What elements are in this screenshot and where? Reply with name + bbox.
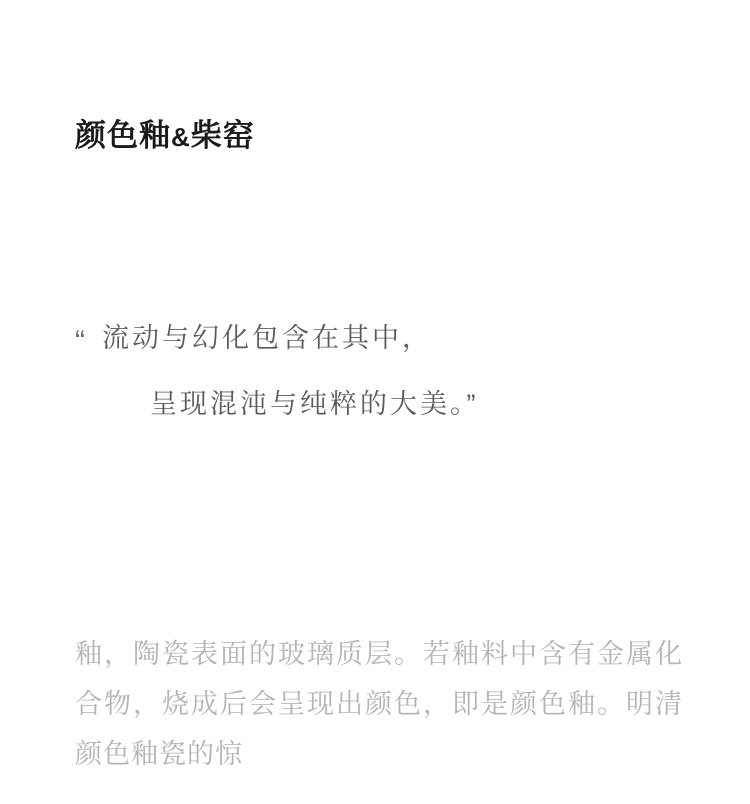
body-paragraph: 釉，陶瓷表面的玻璃质层。若釉料中含有金属化合物，烧成后会呈现出颜色，即是颜色釉。明清颜色釉瓷的惊 [75, 639, 683, 769]
pull-quote-line-1 [75, 323, 675, 358]
pull-quote-line-2: 呈现混沌与纯粹的大美。” [150, 389, 479, 419]
page-title-ampersand: & [171, 121, 191, 152]
pull-quote-line-1-text: 流动与幻化包含在其中， [102, 323, 432, 353]
open-quote-mark-icon: “ [75, 325, 88, 358]
pull-quote [75, 325, 675, 418]
page-title-part1: 颜色釉 [75, 117, 171, 153]
page-title-part2: 柴窑 [190, 117, 255, 153]
page-title [75, 116, 255, 156]
